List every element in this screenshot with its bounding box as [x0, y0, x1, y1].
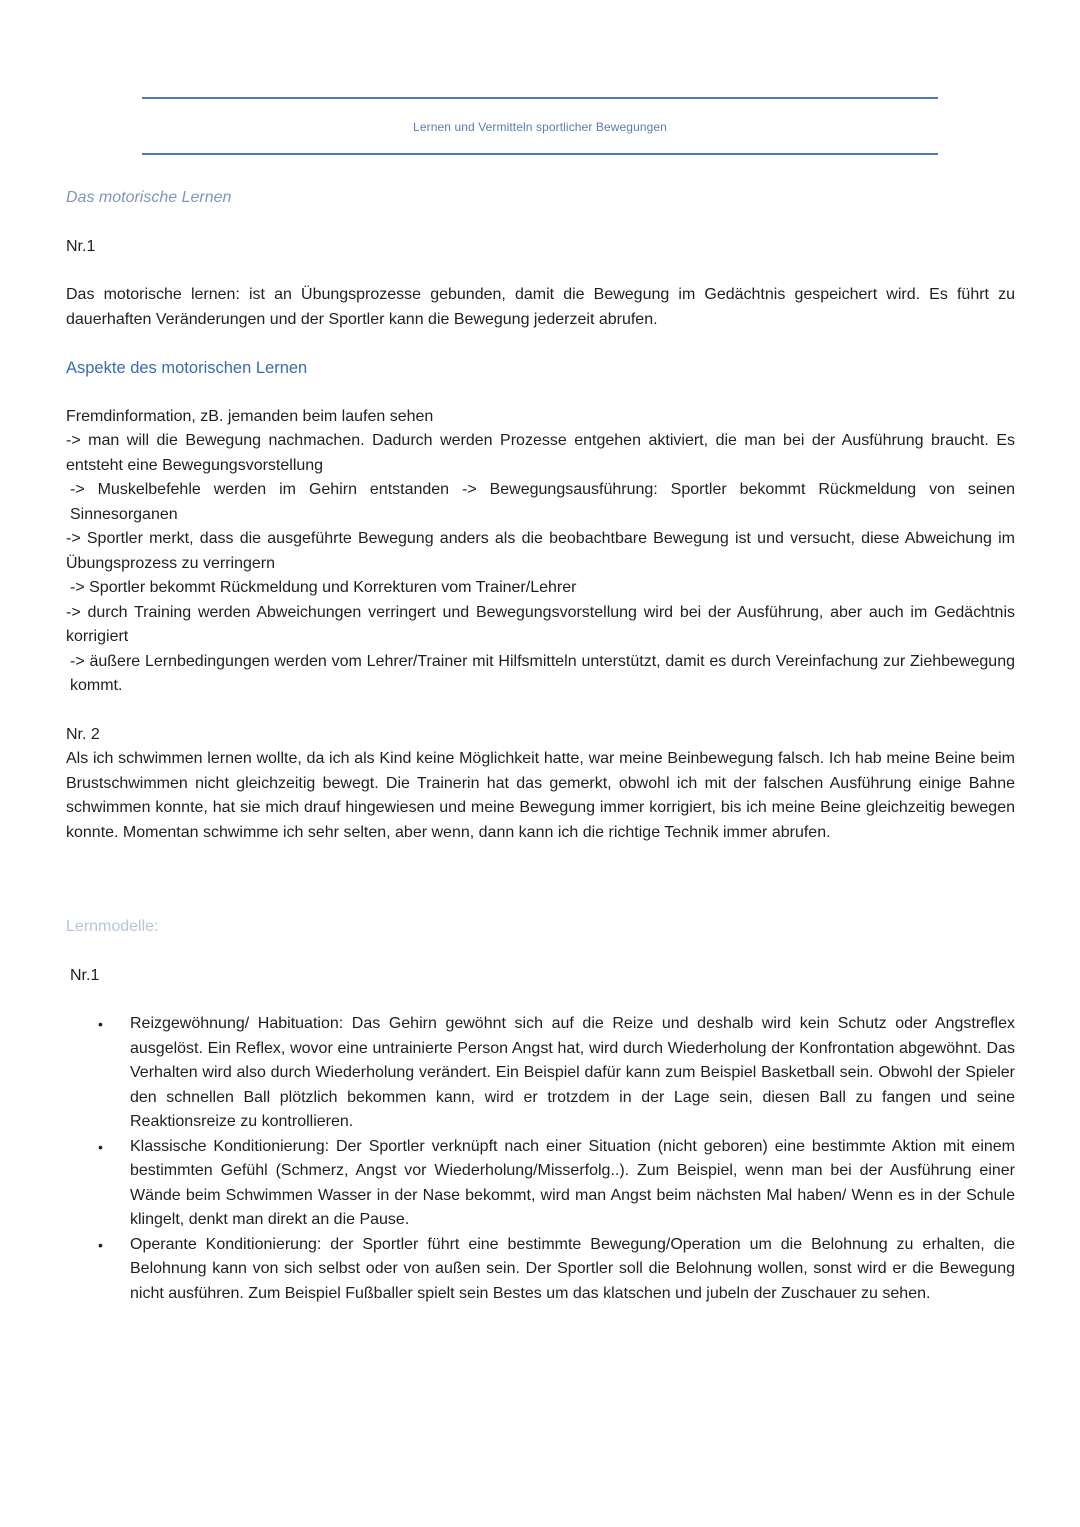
paragraph-nr2: Als ich schwimmen lernen wollte, da ich als Kind keine Möglichkeit hatte, war meine Beinbewegung falsch. Ich hab meine Beine beim Brustschwimmen nicht gleichzeitig bewegt. Die Trainerin hat das gemerkt, obwohl ich mit der falschen Ausführung einige Bahne schwimmen konnte, hat sie mich drauf hingewiesen und meine Bewegung immer korrigiert, bis ich meine Beine gleichzeitig bewegen konnte. Momentan schwimme ich sehr selten, aber wenn, dann kann ich die richtige Technik immer abrufen. [66, 750, 1015, 841]
aspect-line: -> durch Training werden Abweichungen verringert und Bewegungsvorstellung wird bei der Ausführung, aber auch im Gedächtnis korrigiert [66, 603, 1015, 645]
document-body [66, 186, 1015, 1306]
label-models-nr1: Nr.1 [70, 966, 100, 984]
bullet-icon: • [98, 1236, 103, 1253]
aspect-line: -> Sportler bekommt Rückmeldung und Korrekturen vom Trainer/Lehrer [70, 579, 577, 596]
aspect-line: -> äußere Lernbedingungen werden vom Lehrer/Trainer mit Hilfsmitteln unterstützt, damit es durch Vereinfachung zur Ziehbewegung kommt. [70, 652, 1015, 694]
header-bottom-rule [142, 153, 938, 155]
heading-learning-models: Lernmodelle: [66, 918, 159, 935]
paragraph-motor-learning: Das motorische lernen: ist an Übungsprozesse gebunden, damit die Bewegung im Gedächtnis gespeichert wird. Es führt zu dauerhaften Veränderungen und der Sportler kann die Bewegung jederzeit abrufen. [66, 286, 1015, 328]
list-item [66, 1233, 1015, 1307]
list-item [66, 1135, 1015, 1233]
heading-motor-learning: Das motorische Lernen [66, 189, 232, 206]
list-item-text: Klassische Konditionierung: Der Sportler verknüpft nach einer Situation (nicht geboren) eine bestimmte Aktion mit einem bestimmten Gefühl (Schmerz, Angst vor Wiederholung/Misserfolg..). Zum Beispiel, wenn man bei der Ausführung einer Wände beim Schwimmen Wasser in der Nase bekommt, wird man Angst beim nächsten Mal haben/ Wenn es in der Schule klingelt, denkt man direkt an die Pause. [130, 1137, 1015, 1228]
learning-models-list [66, 1012, 1015, 1306]
label-nr2: Nr. 2 [66, 725, 100, 743]
bullet-icon: • [98, 1138, 103, 1155]
header-top-rule [142, 97, 938, 99]
list-item-text: Reizgewöhnung/ Habituation: Das Gehirn gewöhnt sich auf die Reize und deshalb wird kein Schutz oder Angstreflex ausgelöst. Ein Reflex, wovor eine untrainierte Person Angst hat, wird durch Wiederholung der Konfrontation abgewöhnt. Das Verhalten wird also durch Wiederholung verändert. Ein Beispiel dafür kann zum Beispiel Basketball sein. Obwohl der Spieler den schnellen Ball plötzlich bekommen kann, wird er trotzdem in der Lage sein, diesen Ball zu fangen und seine Reaktionsreize zu kontrollieren. [130, 1015, 1015, 1130]
label-nr1: Nr.1 [66, 237, 96, 255]
aspect-line: Fremdinformation, zB. jemanden beim laufen sehen [66, 407, 434, 425]
list-item [66, 1012, 1015, 1135]
aspect-line: -> man will die Bewegung nachmachen. Dadurch werden Prozesse entgehen aktiviert, die man bei der Ausführung braucht. Es entsteht eine Bewegungsvorstellung [66, 432, 1015, 474]
list-item-text: Operante Konditionierung: der Sportler führt eine bestimmte Bewegung/Operation um die Belohnung zu erhalten, die Belohnung kann von sich selbst oder von außen sein. Der Sportler soll die Belohnung wollen, sonst wird er die Bewegung nicht ausführen. Zum Beispiel Fußballer spielt sein Bestes um das klatschen und jubeln der Zuschauer zu sehen. [130, 1235, 1015, 1302]
aspect-line: -> Muskelbefehle werden im Gehirn entstanden -> Bewegungsausführung: Sportler bekommt Rückmeldung von seinen Sinnesorganen [70, 481, 1015, 523]
bullet-icon: • [98, 1016, 103, 1032]
aspect-line: -> Sportler merkt, dass die ausgeführte Bewegung anders als die beobachtbare Bewegung ist und versucht, diese Abweichung im Übungsprozess zu verringern [66, 530, 1015, 572]
heading-aspects: Aspekte des motorischen Lernen [66, 359, 308, 377]
page-header: Lernen und Vermitteln sportlicher Bewegungen [413, 120, 667, 134]
aspects-block [66, 405, 1015, 699]
